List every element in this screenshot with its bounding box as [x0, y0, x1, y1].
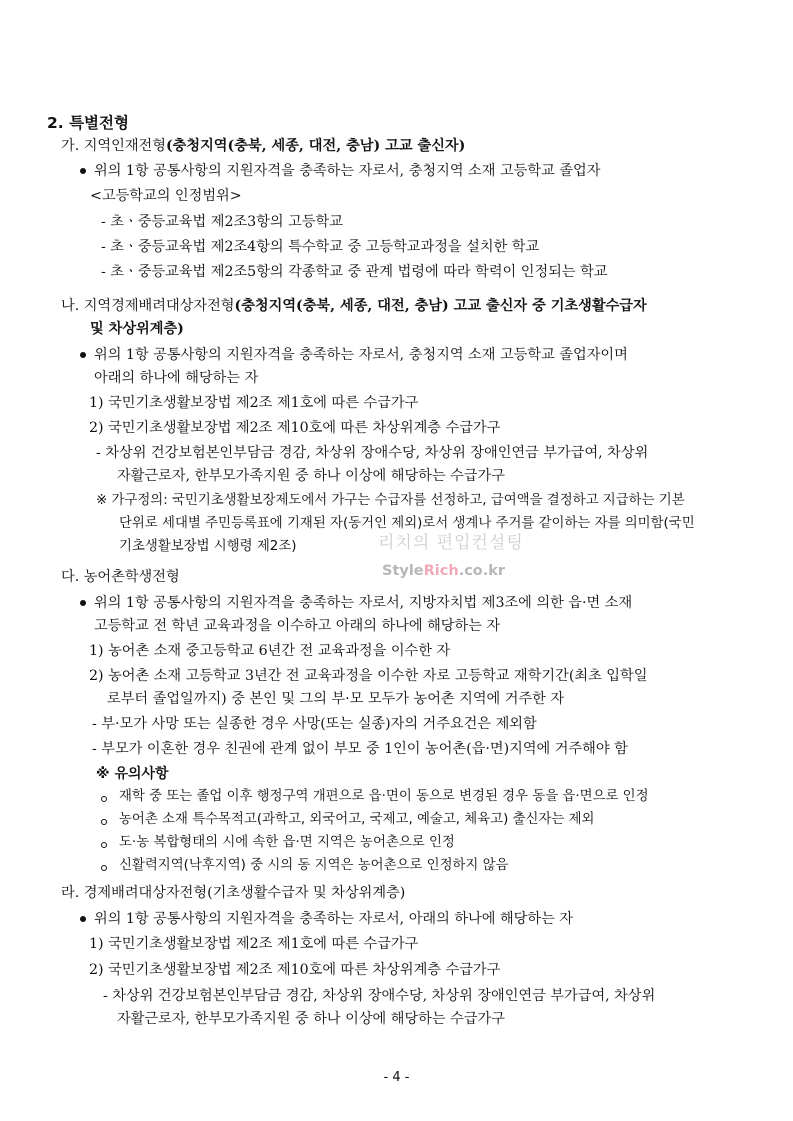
section-title: 2. 특별전형	[47, 114, 129, 132]
circle-bullet-icon	[101, 796, 107, 802]
note-text: ※ 가구정의: 국민기초생활보장제도에서 가구는 수급자를 선정하고, 급여액을 결정하고 지급하는 기본	[96, 493, 685, 508]
bullet-text: 위의 1항 공통사항의 지원자격을 충족하는 자로서, 충청지역 소재 고등학교 졸업자이며	[94, 347, 628, 363]
list-item: 1) 국민기초생활보장법 제2조 제1호에 따른 수급가구	[89, 395, 419, 411]
note-text-cont: 단위로 세대별 주민등록표에 기재된 자(동거인 제외)로서 생계나 주거를 같이하는 자를 의미함(국민	[119, 516, 695, 531]
list-item: 2) 농어촌 소재 고등학교 3년간 전 교육과정을 이수한 자로 고등학교 재학기간(최초 입학일	[89, 668, 648, 684]
heading-bold-cont: 및 차상위계층)	[90, 321, 184, 337]
heading-rural-students: 다. 농어촌학생전형	[61, 569, 180, 585]
circle-bullet-icon	[101, 819, 107, 825]
watermark-style: Style	[382, 563, 424, 579]
watermark-logo	[382, 563, 505, 579]
watermark-rich: Rich	[423, 563, 459, 579]
bullet-text-cont: 아래의 하나에 해당하는 자	[94, 370, 259, 386]
heading-plain: 나. 지역경제배려대상자전형	[61, 298, 235, 314]
heading-regional-economic	[61, 296, 647, 316]
bullet-dot-icon	[80, 916, 86, 922]
list-item: 1) 국민기초생활보장법 제2조 제1호에 따른 수급가구	[89, 936, 419, 952]
circle-bullet-icon	[101, 865, 107, 871]
circle-bullet-icon	[101, 842, 107, 848]
caution-title: ※ 유의사항	[96, 766, 169, 782]
heading-economic-consideration: 라. 경제배려대상자전형(기초생활수급자 및 차상위계층)	[61, 885, 406, 901]
bullet-text: 위의 1항 공통사항의 지원자격을 충족하는 자로서, 지방자치법 제3조에 의한 읍·면 소재	[94, 595, 633, 611]
heading-plain: 가. 지역인재전형	[61, 138, 166, 154]
bullet-dot-icon	[80, 352, 86, 358]
heading-bold: (충청지역(충북, 세종, 대전, 충남) 고교 출신자 중 기초생활수급자	[234, 298, 647, 314]
bullet-dot-icon	[80, 168, 86, 174]
sub-item-cont: 자활근로자, 한부모가족지원 중 하나 이상에 해당하는 수급가구	[117, 1011, 505, 1027]
list-item: 1) 농어촌 소재 중고등학교 6년간 전 교육과정을 이수한 자	[89, 643, 451, 659]
heading-bold: (충청지역(충북, 세종, 대전, 충남) 고교 출신자)	[165, 138, 466, 154]
list-item: 2) 국민기초생활보장법 제2조 제10호에 따른 차상위계층 수급가구	[89, 962, 501, 978]
bullet-text: 위의 1항 공통사항의 지원자격을 충족하는 자로서, 아래의 하나에 해당하는 자	[94, 911, 573, 927]
watermark-domain: .co.kr	[458, 563, 506, 579]
bullet-text-cont: 고등학교 전 학년 교육과정을 이수하고 아래의 하나에 해당하는 자	[94, 618, 501, 634]
scope-title: <고등학교의 인정범위>	[90, 188, 242, 204]
watermark-text: 리치의 편입컨설팅	[378, 533, 524, 553]
caution-item: 도·농 복합형태의 시에 속한 읍·면 지역은 농어촌으로 인정	[119, 835, 455, 850]
bullet-dot-icon	[80, 600, 86, 606]
heading-regional-talent	[61, 136, 465, 156]
dash-item: - 부모가 이혼한 경우 친권에 관계 없이 부모 중 1인이 농어촌(읍·면)지역에 거주해야 함	[92, 741, 628, 757]
sub-item: - 차상위 건강보험본인부담금 경감, 차상위 장애수당, 차상위 장애인연금 부가급여, 차상위	[96, 445, 649, 461]
page-number: - 4 -	[383, 1070, 410, 1085]
sub-item-cont: 자활근로자, 한부모가족지원 중 하나 이상에 해당하는 수급가구	[117, 468, 505, 484]
dash-item: - 부·모가 사망 또는 실종한 경우 사망(또는 실종)자의 거주요건은 제외함	[92, 716, 537, 732]
scope-item: - 초ㆍ중등교육법 제2조3항의 고등학교	[101, 214, 343, 230]
scope-item: - 초ㆍ중등교육법 제2조4항의 특수학교 중 고등학교과정을 설치한 학교	[101, 239, 540, 255]
scope-item: - 초ㆍ중등교육법 제2조5항의 각종학교 중 관계 법령에 따라 학력이 인정되는 학교	[101, 264, 608, 280]
list-item: 2) 국민기초생활보장법 제2조 제10호에 따른 차상위계층 수급가구	[89, 420, 501, 436]
bullet-text: 위의 1항 공통사항의 지원자격을 충족하는 자로서, 충청지역 소재 고등학교 졸업자	[94, 163, 601, 179]
caution-item: 신활력지역(낙후지역) 중 시의 동 지역은 농어촌으로 인정하지 않음	[119, 858, 509, 873]
note-text-cont: 기초생활보장법 시행령 제2조)	[119, 539, 297, 554]
list-item-cont: 로부터 졸업일까지) 중 본인 및 그의 부·모 모두가 농어촌 지역에 거주한 자	[107, 691, 565, 707]
caution-item: 재학 중 또는 졸업 이후 행정구역 개편으로 읍·면이 동으로 변경된 경우 동을 읍·면으로 인정	[119, 789, 649, 804]
sub-item: - 차상위 건강보험본인부담금 경감, 차상위 장애수당, 차상위 장애인연금 부가급여, 차상위	[103, 988, 656, 1004]
caution-item: 농어촌 소재 특수목적고(과학고, 외국어고, 국제고, 예술고, 체육고) 출신자는 제외	[119, 812, 595, 827]
